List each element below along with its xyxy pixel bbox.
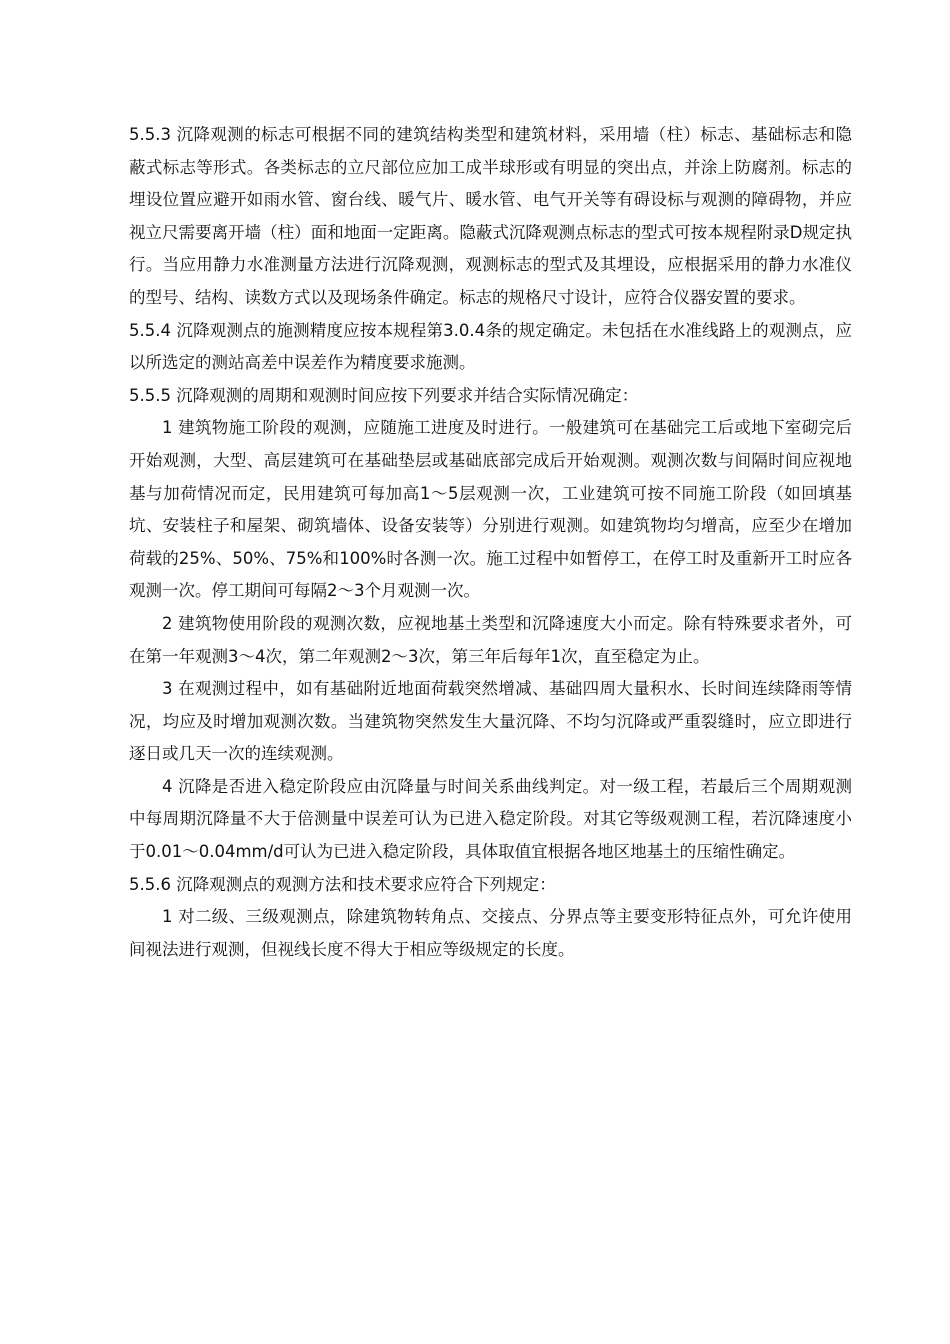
paragraph-5-5-5-item-1: 1 建筑物施工阶段的观测，应随施工进度及时进行。一般建筑可在基础完工后或地下室砌完后开始观测，大型、高层建筑可在基础垫层或基础底部完成后开始观测。观测次数与间隔时间应视地基与加荷情况而定，民用建筑可每加高1～5层观测一次，工业建筑可按不同施工阶段（如回填基坑、安装柱子和屋架、砌筑墙体、设备安装等）分别进行观测。如建筑物均匀增高，应至少在增加荷载的25%、50%、75%和100%时各测一次。施工过程中如暂停工，在停工时及重新开工时应各观测一次。停工期间可每隔2～3个月观测一次。 <box>129 418 852 601</box>
paragraph-5-5-6-item-1: 1 对二级、三级观测点，除建筑物转角点、交接点、分界点等主要变形特征点外，可允许使用间视法进行观测，但视线长度不得大于相应等级规定的长度。 <box>129 907 852 959</box>
paragraph-5-5-4: 5.5.4 沉降观测点的施测精度应按本规程第3.0.4条的规定确定。未包括在水准线路上的观测点，应以所选定的测站高差中误差作为精度要求施测。 <box>129 320 852 373</box>
paragraph-5-5-5-item-3: 3 在观测过程中，如有基础附近地面荷载突然增减、基础四周大量积水、长时间连续降雨等情况，均应及时增加观测次数。当建筑物突然发生大量沉降、不均匀沉降或严重裂缝时，应立即进行逐日或几天一次的连续观测。 <box>129 679 852 764</box>
document-body <box>129 119 852 966</box>
paragraph-5-5-5: 5.5.5 沉降观测的周期和观测时间应按下列要求并结合实际情况确定： <box>129 385 639 405</box>
paragraph-5-5-6: 5.5.6 沉降观测点的观测方法和技术要求应符合下列规定： <box>129 874 556 894</box>
paragraph-5-5-3: 5.5.3 沉降观测的标志可根据不同的建筑结构类型和建筑材料，采用墙（柱）标志、基础标志和隐蔽式标志等形式。各类标志的立尺部位应加工成半球形或有明显的突出点，并涂上防腐剂。标志的埋设位置应避开如雨水管、窗台线、暖气片、暖水管、电气开关等有碍设标与观测的障碍物，并应视立尺需要离开墙（柱）面和地面一定距离。隐蔽式沉降观测点标志的型式可按本规程附录D规定执行。当应用静力水准测量方法进行沉降观测，观测标志的型式及其埋设，应根据采用的静力水准仪的型号、结构、读数方式以及现场条件确定。标志的规格尺寸设计，应符合仪器安置的要求。 <box>129 125 852 307</box>
paragraph-5-5-5-item-4: 4 沉降是否进入稳定阶段应由沉降量与时间关系曲线判定。对一级工程，若最后三个周期观测中每周期沉降量不大于倍测量中误差可认为已进入稳定阶段。对其它等级观测工程，若沉降速度小于0.01～0.04mm/d可认为已进入稳定阶段，具体取值宜根据各地区地基土的压缩性确定。 <box>129 776 852 862</box>
paragraph-5-5-5-item-2: 2 建筑物使用阶段的观测次数，应视地基土类型和沉降速度大小而定。除有特殊要求者外，可在第一年观测3～4次，第二年观测2～3次，第三年后每年1次，直至稳定为止。 <box>129 613 852 666</box>
